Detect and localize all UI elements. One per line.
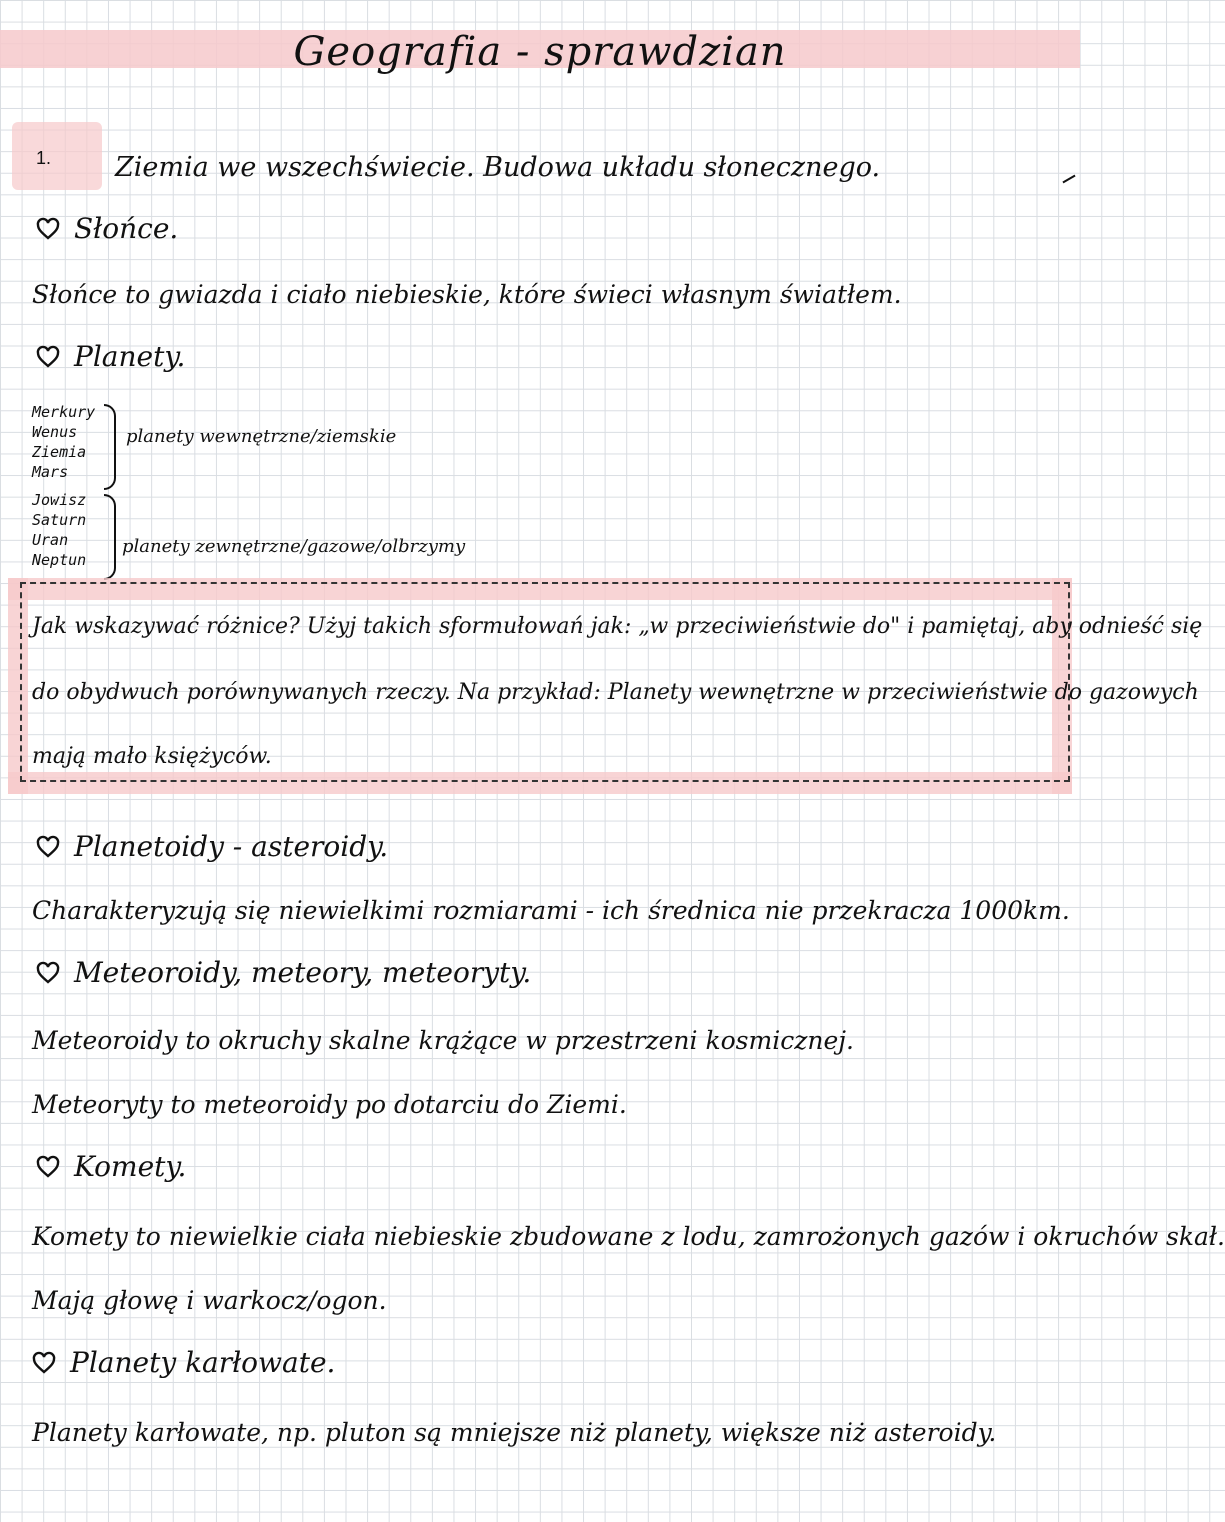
heading-dwarf-planets [32, 1346, 335, 1379]
heading-planetoids-label: Planetoidy - asteroidy. [74, 830, 389, 863]
heading-dwarf-planets-label: Planety karłowate. [70, 1346, 336, 1379]
callout-line-1: Jak wskazywać różnice? Użyj takich sformułowań jak: „w przeciwieństwie do" i pamiętaj, aby odnieść się [32, 614, 1203, 639]
heading-comets-label: Komety. [74, 1150, 187, 1183]
planet-item: Mars [32, 463, 69, 481]
planet-item: Uran [32, 531, 69, 549]
heading-comets [36, 1150, 186, 1183]
heading-sun [36, 212, 178, 245]
inner-planets-list [32, 402, 95, 482]
planet-item: Wenus [32, 423, 78, 441]
heart-icon [32, 1351, 56, 1375]
heart-icon [36, 961, 60, 985]
section-number-highlight [12, 122, 102, 190]
planet-item: Jowisz [32, 491, 87, 509]
callout-line-2: do obydwuch porównywanych rzeczy. Na przykład: Planety wewnętrzne w przeciwieństwie do gazowych [32, 680, 1199, 705]
planet-item: Ziemia [32, 443, 87, 461]
heading-sun-label: Słońce. [74, 212, 179, 245]
outer-planets-list [32, 490, 86, 570]
planetoids-text: Charakteryzują się niewielkimi rozmiarami - ich średnica nie przekracza 1000km. [32, 896, 1070, 925]
inner-brace [104, 404, 116, 490]
section-title: Ziemia we wszechświecie. Budowa układu słonecznego. [115, 152, 881, 183]
heart-icon [36, 345, 60, 369]
heart-icon [36, 835, 60, 859]
planet-item: Saturn [32, 511, 87, 529]
section-number: 1. [36, 148, 52, 168]
comets-text-1: Komety to niewielkie ciała niebieskie zbudowane z lodu, zamrożonych gazów i okruchów skał. [32, 1222, 1225, 1251]
heading-planetoids [36, 830, 388, 863]
dwarf-planets-text: Planety karłowate, np. pluton są mniejsze niż planety, większe niż asteroidy. [32, 1418, 997, 1447]
heading-planets [36, 340, 185, 373]
inner-planets-label: planety wewnętrzne/ziemskie [126, 426, 397, 447]
corner-stroke [1062, 175, 1075, 184]
heading-planets-label: Planety. [74, 340, 186, 373]
page-title: Geografia - sprawdzian [293, 29, 787, 75]
planet-item: Neptun [32, 551, 87, 569]
meteors-text-2: Meteoryty to meteoroidy po dotarciu do Ziemi. [32, 1090, 627, 1119]
sun-text: Słońce to gwiazda i ciało niebieskie, które świeci własnym światłem. [32, 280, 902, 309]
planet-item: Merkury [32, 403, 96, 421]
meteors-text-1: Meteoroidy to okruchy skalne krążące w przestrzeni kosmicznej. [32, 1026, 854, 1055]
outer-brace [104, 494, 116, 580]
callout-line-3: mają mało księżyców. [32, 744, 272, 769]
outer-planets-label: planety zewnętrzne/gazowe/olbrzymy [122, 536, 466, 557]
heart-icon [36, 1155, 60, 1179]
heading-meteors [36, 956, 531, 989]
heading-meteors-label: Meteoroidy, meteory, meteoryty. [74, 956, 532, 989]
comets-text-2: Mają głowę i warkocz/ogon. [32, 1286, 387, 1315]
heart-icon [36, 217, 60, 241]
